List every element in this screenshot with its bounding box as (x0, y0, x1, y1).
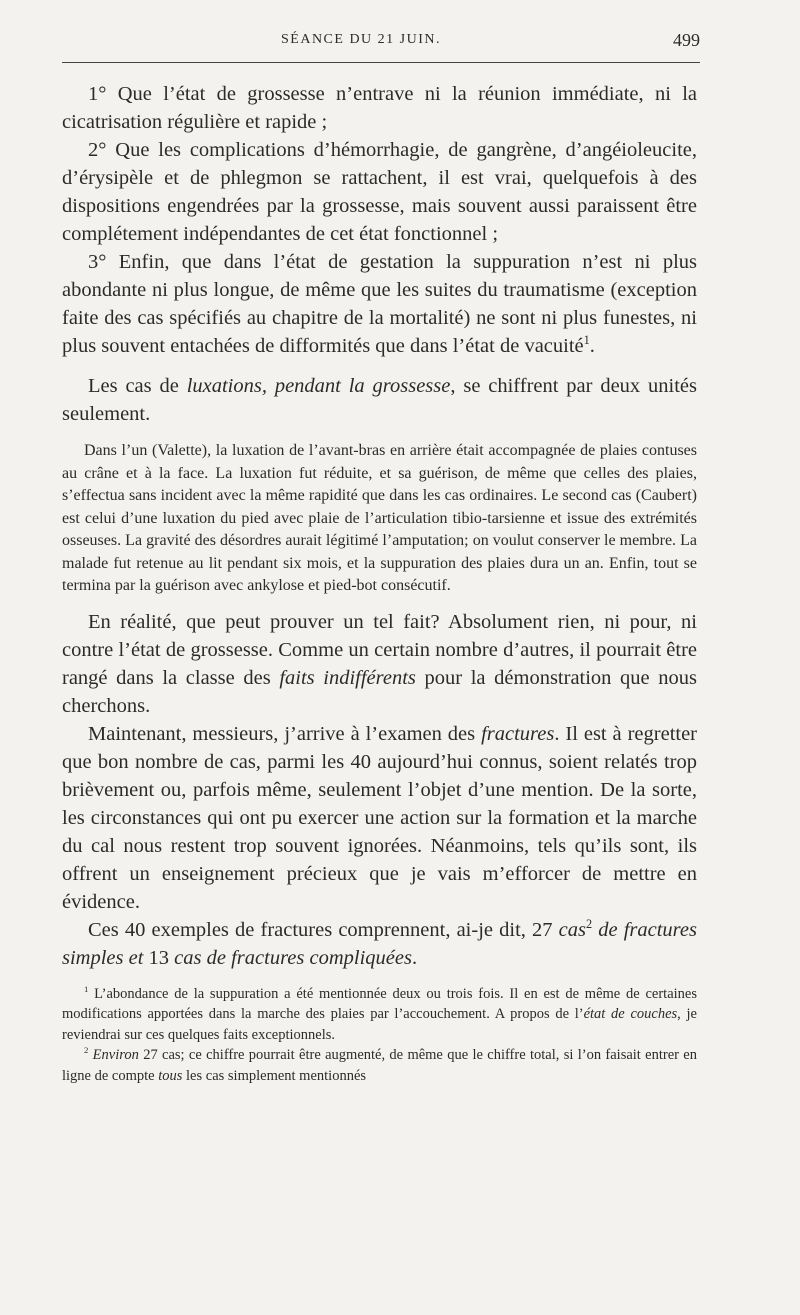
fractures-term: fractures (481, 722, 555, 745)
conclusion-3: 3° Enfin, que dans l’état de gestation la suppuration n’est ni plus abondante ni plus longue, de même que les suites du traumatisme (exception faite des cas spécifiés au chapitre de la mortalité) ne sont ni plus funestes, ni plus souvent entachées de difformités que dans l’état de vacuité$^1$. (62, 251, 697, 357)
page-body (62, 80, 697, 1086)
faits-indifferents: faits indifférents (279, 666, 416, 689)
luxation-cases: Dans l’un (Valette), la luxation de l’avant-bras en arrière était accompagnée de plaies contuses au crâne et à la face. La luxation fut réduite, et sa guérison, de même que celles des plaies, s’effectua sans incident avec la même rapidité que dans les cas ordinaires. Le second cas (Caubert) est celui d’une luxation du pied avec plaie de l’articulation tibio-tarsienne et issue des extrémités osseuses. La gravité des désordres aurait légitimé l’amputation; on voulut conserver le membre. La malade fut retenue au lit pendant six mois, et la suppuration des plaies dura un an. Enfin, tout se termina par la guérison avec ankylose et pied-bot consécutif. (62, 442, 697, 594)
luxations-intro: Les cas de luxations, pendant la grossesse, se chiffrent par deux unités seulement. (62, 375, 698, 425)
conclusion-3-text: 3° Enfin, que dans l’état de gestation la suppuration n’est ni plus abondante ni plus longue, de même que les suites du traumatisme (exception faite des cas spécifiés au chapitre de la mortalité) ne sont ni plus funestes, ni plus souvent entachées de difformités que dans l’état de vacuité (62, 251, 697, 357)
fractures-summary: Ces 40 exemples de fractures comprennent, ai-je dit, 27 cas$^2$ de fractures simples et 13 cas de fractures compliquées. (62, 916, 697, 969)
luxations-assessment: En réalité, que peut prouver un tel fait? Absolument rien, ni pour, ni contre l’état de grossesse. Comme un certain nombre d’autres, il pourrait être rangé dans la classe des faits indifférents pour la démonstration que nous cherchons. (62, 610, 698, 717)
page-header (62, 28, 700, 63)
footnote-2: $^2$ Environ 27 cas; ce chiffre pourrait être augmenté, de même que le chiffre total, si l’on faisait entrer en ligne de compte tous les cas simplement mentionnés (62, 1045, 697, 1084)
footnote-ref-1: 1 (583, 333, 590, 348)
running-title: SÉANCE DU 21 JUIN. (281, 32, 441, 47)
footnote-1: $^1$ L’abondance de la suppuration a été mentionnée deux ou trois fois. Il en est de même de certaines modifications apportées dans la marche des plaies par l’accouchement. A propos de l’état de couches, je reviendrai sur ces quelques faits exceptionnels. (62, 983, 697, 1043)
conclusion-1: 1° Que l’état de grossesse n’entrave ni la réunion immédiate, ni la cicatrisation régulière et rapide ; (62, 83, 697, 133)
conclusion-2: 2° Que les complications d’hémorrhagie, de gangrène, d’angéioleucite, d’érysipèle et de phlegmon se rattachent, il est vrai, quelquefois à des dispositions engendrées par la grossesse, mais souvent aussi paraissent être complétement indépendantes de cet état fonctionnel ; (62, 139, 697, 245)
fractures-intro: Maintenant, messieurs, j’arrive à l’examen des fractures. Il est à regretter que bon nombre de cas, parmi les 40 aujourd’hui connus, soient relatés trop brièvement ou, parfois même, seulement l’objet d’une mention. De la sorte, les circonstances qui ont pu exercer une action sur la formation et la marche du cal nous restent trop souvent ignorées. Néanmoins, tels qu’ils sont, ils offrent un enseignement précieux que je vais m’efforcer de mettre en évidence. (62, 722, 698, 913)
footnote-ref-2: 2 (585, 916, 593, 931)
page-number: 499 (673, 30, 700, 50)
luxations-term: luxations, pendant la grossesse (186, 375, 451, 397)
